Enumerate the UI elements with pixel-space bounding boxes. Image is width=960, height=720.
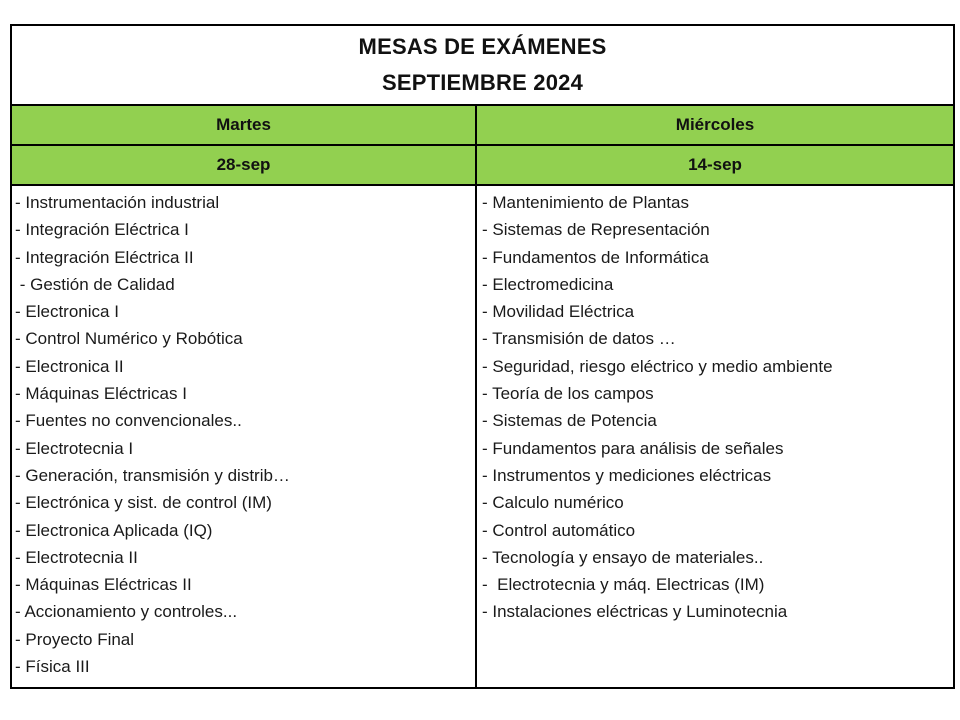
subject-item: - Electrotecnia y máq. Electricas (IM) — [482, 575, 765, 595]
subject-item: - Electrotecnia I — [15, 438, 134, 458]
subjects-row — [12, 186, 953, 689]
subject-item: - Seguridad, riesgo eléctrico y medio ambiente — [482, 356, 833, 376]
subject-item: - Electronica I — [15, 302, 119, 322]
subject-item: - Electrotecnia II — [15, 547, 138, 567]
subject-item: - Fundamentos de Informática — [482, 247, 709, 267]
subject-item: - Instrumentos y mediciones eléctricas — [482, 465, 772, 485]
date-header-wednesday: 14-sep — [688, 155, 742, 174]
title-line-1: MESAS DE EXÁMENES — [358, 34, 607, 59]
subject-item: - Tecnología y ensayo de materiales.. — [482, 547, 764, 567]
subject-item: - Generación, transmisión y distrib… — [15, 465, 290, 485]
subject-item: - Electrónica y sist. de control (IM) — [15, 493, 272, 513]
subjects-tuesday-cell — [12, 186, 477, 689]
subject-item: - Mantenimiento de Plantas — [482, 193, 689, 212]
day-header-wednesday: Miércoles — [675, 115, 755, 134]
date-header-row — [12, 146, 953, 186]
title-line-2: SEPTIEMBRE 2024 — [381, 70, 584, 95]
subjects-wednesday-list — [477, 186, 953, 626]
subject-item: - Movilidad Eléctrica — [482, 302, 635, 322]
subject-item: - Electronica II — [15, 356, 124, 376]
subject-item: - Máquinas Eléctricas I — [15, 384, 187, 404]
subject-item: - Calculo numérico — [482, 493, 624, 513]
subject-item: - Control automático — [482, 520, 636, 540]
subject-item: - Máquinas Eléctricas II — [15, 575, 192, 595]
subject-item: - Instrumentación industrial — [15, 193, 220, 212]
subject-item: - Accionamiento y controles... — [15, 602, 238, 622]
subjects-tuesday-list — [12, 186, 475, 680]
subject-item: - Control Numérico y Robótica — [15, 329, 243, 349]
subject-item: - Electromedicina — [482, 274, 614, 294]
subject-item: - Fundamentos para análisis de señales — [482, 438, 784, 458]
subject-item: - Sistemas de Representación — [482, 220, 710, 240]
table-title — [12, 26, 953, 106]
exam-schedule-table — [10, 24, 955, 689]
subject-item: - Instalaciones eléctricas y Luminotecnia — [482, 602, 788, 622]
subject-item: - Gestión de Calidad — [15, 274, 175, 294]
date-header-tuesday: 28-sep — [12, 146, 477, 184]
subject-item: - Integración Eléctrica II — [15, 247, 194, 267]
subject-item: - Sistemas de Potencia — [482, 411, 657, 431]
day-header-row — [12, 106, 953, 146]
subject-item: - Teoría de los campos — [482, 384, 654, 404]
subjects-wednesday-cell — [477, 186, 953, 689]
subject-item: - Integración Eléctrica I — [15, 220, 189, 240]
day-header-tuesday: Martes — [12, 106, 477, 144]
subject-item: - Fuentes no convencionales.. — [15, 411, 242, 431]
subject-item: - Transmisión de datos … — [482, 329, 676, 349]
subject-item: - Electronica Aplicada (IQ) — [15, 520, 213, 540]
subject-item: - Proyecto Final — [15, 629, 135, 649]
subject-item: - Física III — [15, 657, 90, 677]
